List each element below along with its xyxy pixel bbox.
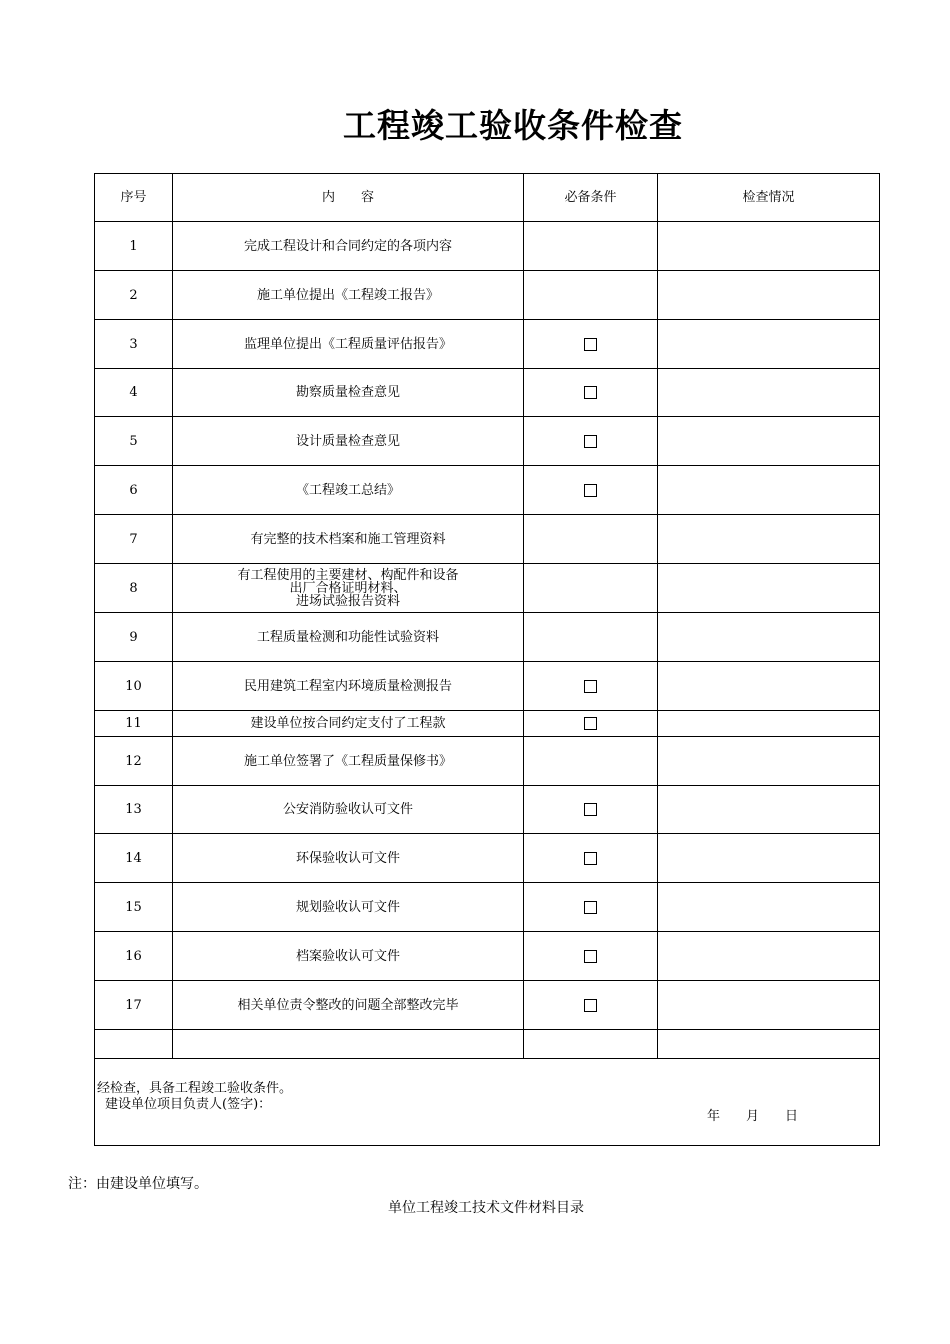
row-check[interactable] <box>658 613 880 662</box>
empty-cell <box>524 1030 658 1059</box>
row-check[interactable] <box>658 786 880 834</box>
row-required <box>524 981 658 1030</box>
header-required: 必备条件 <box>524 174 658 222</box>
row-check[interactable] <box>658 369 880 417</box>
row-seq: 16 <box>95 932 173 981</box>
table-row <box>95 369 880 417</box>
table-row <box>95 883 880 932</box>
table-row <box>95 737 880 786</box>
row-content: 环保验收认可文件 <box>173 834 524 883</box>
checkbox-icon[interactable] <box>584 435 597 448</box>
row-required <box>524 417 658 466</box>
table-row <box>95 981 880 1030</box>
row-check[interactable] <box>658 271 880 320</box>
row-seq: 1 <box>95 222 173 271</box>
empty-cell <box>95 1030 173 1059</box>
row-seq: 15 <box>95 883 173 932</box>
checkbox-icon[interactable] <box>584 901 597 914</box>
table-row <box>95 417 880 466</box>
header-seq: 序号 <box>95 174 173 222</box>
row-content: 相关单位责令整改的问题全部整改完毕 <box>173 981 524 1030</box>
table-row <box>95 613 880 662</box>
checkbox-icon[interactable] <box>584 999 597 1012</box>
row-content: 建设单位按合同约定支付了工程款 <box>173 711 524 737</box>
row-seq: 17 <box>95 981 173 1030</box>
row-content: 工程质量检测和功能性试验资料 <box>173 613 524 662</box>
header-content: 内 容 <box>173 174 524 222</box>
row-check[interactable] <box>658 662 880 711</box>
row-seq: 7 <box>95 515 173 564</box>
row-seq: 2 <box>95 271 173 320</box>
row-check[interactable] <box>658 981 880 1030</box>
row-check[interactable] <box>658 222 880 271</box>
row-content: 设计质量检查意见 <box>173 417 524 466</box>
empty-cell <box>658 1030 880 1059</box>
row-required <box>524 369 658 417</box>
empty-row <box>95 1030 880 1059</box>
row-content: 民用建筑工程室内环境质量检测报告 <box>173 662 524 711</box>
table-row <box>95 515 880 564</box>
header-check: 检查情况 <box>658 174 880 222</box>
table-row <box>95 222 880 271</box>
footer-date: 年 月 日 <box>707 1109 799 1124</box>
row-required <box>524 834 658 883</box>
table-row <box>95 834 880 883</box>
table-row <box>95 786 880 834</box>
row-required <box>524 515 658 564</box>
row-check[interactable] <box>658 711 880 737</box>
footer-conclusion: 经检查，具备工程竣工验收条件。 <box>97 1081 293 1096</box>
row-content: 有工程使用的主要建材、构配件和设备 出厂合格证明材料、 进场试验报告资料 <box>173 564 524 613</box>
checkbox-icon[interactable] <box>584 680 597 693</box>
row-content: 勘察质量检查意见 <box>173 369 524 417</box>
table-row <box>95 932 880 981</box>
row-content: 《工程竣工总结》 <box>173 466 524 515</box>
row-required <box>524 932 658 981</box>
checkbox-icon[interactable] <box>584 950 597 963</box>
row-required <box>524 786 658 834</box>
header-row <box>95 174 880 222</box>
row-required <box>524 711 658 737</box>
note: 注：由建设单位填写。 <box>68 1176 208 1192</box>
row-required <box>524 564 658 613</box>
row-seq: 13 <box>95 786 173 834</box>
row-check[interactable] <box>658 883 880 932</box>
checkbox-icon[interactable] <box>584 484 597 497</box>
empty-cell <box>173 1030 524 1059</box>
row-check[interactable] <box>658 564 880 613</box>
row-required <box>524 613 658 662</box>
checkbox-icon[interactable] <box>584 803 597 816</box>
row-check[interactable] <box>658 834 880 883</box>
row-required <box>524 737 658 786</box>
row-content: 完成工程设计和合同约定的各项内容 <box>173 222 524 271</box>
row-required <box>524 466 658 515</box>
row-check[interactable] <box>658 320 880 369</box>
row-seq: 3 <box>95 320 173 369</box>
checkbox-icon[interactable] <box>584 852 597 865</box>
footer-row <box>95 1059 880 1146</box>
row-content: 有完整的技术档案和施工管理资料 <box>173 515 524 564</box>
row-required <box>524 320 658 369</box>
table-row <box>95 320 880 369</box>
row-seq: 11 <box>95 711 173 737</box>
checklist-table <box>94 173 880 1146</box>
row-content: 施工单位提出《工程竣工报告》 <box>173 271 524 320</box>
checkbox-icon[interactable] <box>584 717 597 730</box>
row-seq: 9 <box>95 613 173 662</box>
table-row <box>95 662 880 711</box>
table-row <box>95 271 880 320</box>
row-content: 施工单位签署了《工程质量保修书》 <box>173 737 524 786</box>
row-check[interactable] <box>658 515 880 564</box>
table-row <box>95 466 880 515</box>
row-required <box>524 271 658 320</box>
footer-signature-label: 建设单位项目负责人(签字)： <box>105 1097 272 1112</box>
signature-block <box>95 1059 880 1146</box>
row-content: 档案验收认可文件 <box>173 932 524 981</box>
row-check[interactable] <box>658 932 880 981</box>
row-content: 公安消防验收认可文件 <box>173 786 524 834</box>
row-check[interactable] <box>658 466 880 515</box>
row-check[interactable] <box>658 417 880 466</box>
table-row <box>95 711 880 737</box>
row-content: 监理单位提出《工程质量评估报告》 <box>173 320 524 369</box>
row-seq: 6 <box>95 466 173 515</box>
row-seq: 12 <box>95 737 173 786</box>
checkbox-icon[interactable] <box>584 338 597 351</box>
page-title: 工程竣工验收条件检查 <box>343 106 683 145</box>
row-required <box>524 662 658 711</box>
row-seq: 4 <box>95 369 173 417</box>
table-row <box>95 564 880 613</box>
row-seq: 5 <box>95 417 173 466</box>
row-content: 规划验收认可文件 <box>173 883 524 932</box>
row-check[interactable] <box>658 737 880 786</box>
row-seq: 10 <box>95 662 173 711</box>
row-required <box>524 222 658 271</box>
subtitle: 单位工程竣工技术文件材料目录 <box>388 1200 584 1216</box>
row-seq: 8 <box>95 564 173 613</box>
row-seq: 14 <box>95 834 173 883</box>
row-required <box>524 883 658 932</box>
checkbox-icon[interactable] <box>584 386 597 399</box>
